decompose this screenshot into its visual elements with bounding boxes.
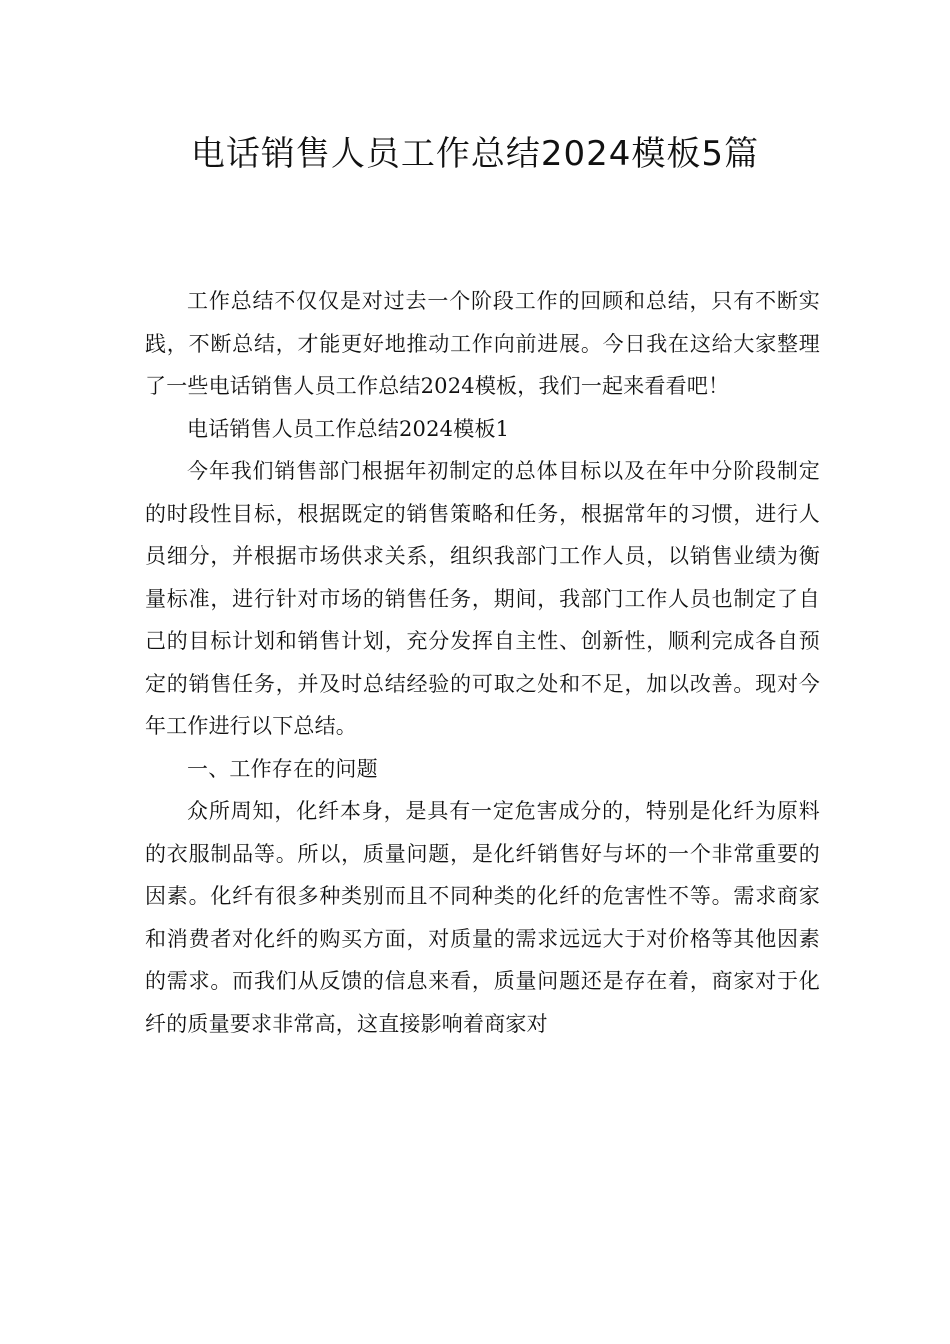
document-body <box>145 280 820 1045</box>
section-heading-template-1: 电话销售人员工作总结2024模板1 <box>187 416 510 441</box>
document-title: 电话销售人员工作总结2024模板5篇 <box>190 134 760 174</box>
section-heading-problems: 一、工作存在的问题 <box>187 756 378 781</box>
intro-paragraph: 工作总结不仅仅是对过去一个阶段工作的回顾和总结，只有不断实践，不断总结，才能更好地推动工作向前进展。今日我在这给大家整理了一些电话销售人员工作总结2024模板，我们一起来看看吧！ <box>145 289 820 398</box>
body-paragraph: 今年我们销售部门根据年初制定的总体目标以及在年中分阶段制定的时段性目标，根据既定的销售策略和任务，根据常年的习惯，进行人员细分，并根据市场供求关系，组织我部门工作人员，以销售业绩为衡量标准，进行针对市场的销售任务，期间，我部门工作人员也制定了自己的目标计划和销售计划，充分发挥自主性、创新性，顺利完成各自预定的销售任务，并及时总结经验的可取之处和不足，加以改善。现对今年工作进行以下总结。 <box>145 459 820 738</box>
body-paragraph: 众所周知，化纤本身，是具有一定危害成分的，特别是化纤为原料的衣服制品等。所以，质量问题，是化纤销售好与坏的一个非常重要的因素。化纤有很多种类别而且不同种类的化纤的危害性不等。需求商家和消费者对化纤的购买方面，对质量的需求远远大于对价格等其他因素的需求。而我们从反馈的信息来看，质量问题还是存在着，商家对于化纤的质量要求非常高，这直接影响着商家对 <box>145 799 820 1036</box>
